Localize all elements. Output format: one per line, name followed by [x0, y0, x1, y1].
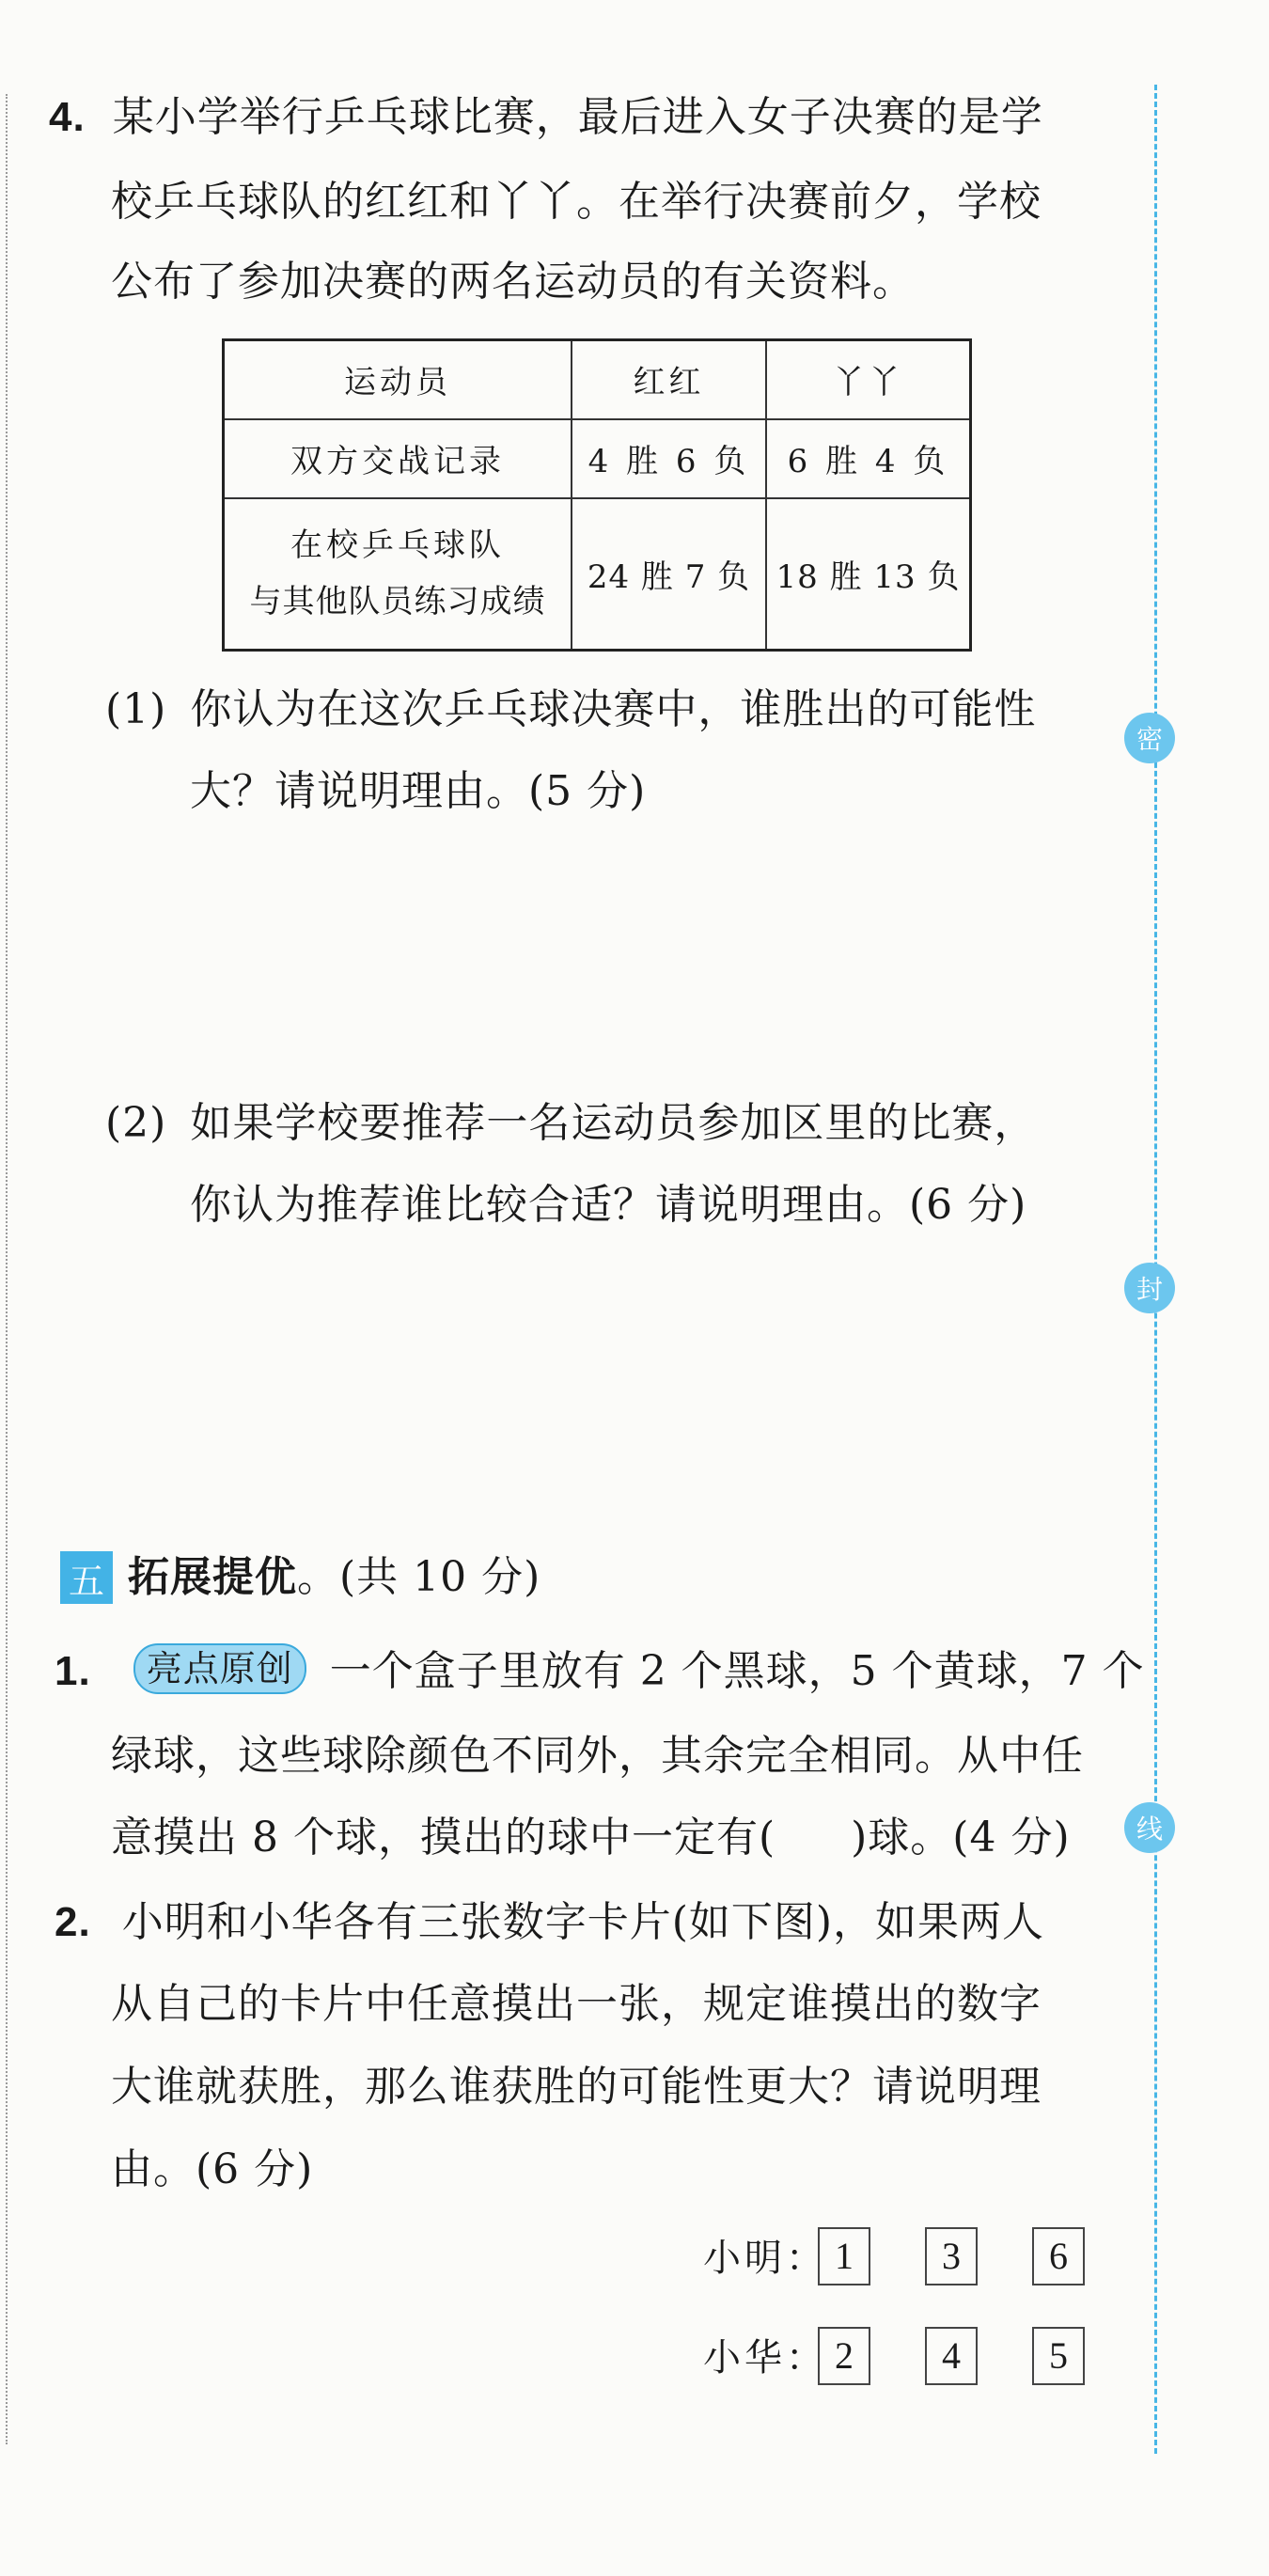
q5-1-text-3a: 意摸出 8 个球，摸出的球中一定有( — [111, 1814, 776, 1861]
table-row-label — [224, 498, 572, 651]
q4-sub1-line-1 — [105, 682, 1036, 738]
binding-mark-xian: 线 — [1124, 1802, 1175, 1853]
q5-2-line-2: 从自己的卡片中任意摸出一张，规定谁摸出的数字 — [111, 1980, 1042, 2028]
table-row-label-line-2: 与其他队员练习成绩 — [249, 583, 546, 621]
section-badge: 五 — [60, 1551, 113, 1604]
section-score: 。(共 10 分) — [297, 1553, 541, 1601]
table-header-honghong: 红红 — [572, 340, 766, 419]
number-card: 4 — [925, 2327, 978, 2385]
q5-1-text-1: 一个盒子里放有 2 个黑球，5 个黄球，7 个 — [329, 1647, 1145, 1695]
q5-1-line-2: 绿球，这些球除颜色不同外，其余完全相同。从中任 — [111, 1732, 1084, 1780]
q4-sub2-line-1 — [105, 1095, 1036, 1152]
binding-mark-mi: 密 — [1124, 713, 1175, 763]
table-header-row — [224, 340, 971, 419]
binding-mark-feng: 封 — [1124, 1263, 1175, 1313]
number-card: 6 — [1032, 2227, 1085, 2285]
table-cell: 24 胜 7 负 — [572, 498, 766, 651]
section-heading — [128, 1549, 540, 1606]
table-row-label: 双方交战记录 — [224, 419, 572, 498]
q4-sub2-line-2: 你认为推荐谁比较合适？请说明理由。(6 分) — [190, 1181, 1027, 1229]
q5-1-line-3 — [111, 1810, 1071, 1866]
number-card: 3 — [925, 2227, 978, 2285]
q4-sub2-number: (2) — [105, 1099, 167, 1147]
highlight-original-tag: 亮点原创 — [133, 1643, 306, 1694]
q4-text-1: 某小学举行乒乓球比赛，最后进入女子决赛的是学 — [112, 93, 1043, 141]
q5-1-line-1 — [55, 1643, 1145, 1700]
q4-sub1-line-2: 大？请说明理由。(5 分) — [190, 767, 647, 815]
table-row-label-line-1: 在校乒乓球队 — [290, 526, 505, 565]
q4-number: 4. — [49, 94, 86, 140]
q5-2-number: 2. — [55, 1899, 91, 1945]
table-cell: 4 胜 6 负 — [572, 419, 766, 498]
number-card: 2 — [818, 2327, 870, 2385]
section-title: 拓展提优 — [128, 1553, 297, 1601]
table-header-yaya: 丫丫 — [766, 340, 971, 419]
table-row — [224, 498, 971, 651]
number-card: 5 — [1032, 2327, 1085, 2385]
q5-1-number: 1. — [55, 1648, 91, 1694]
table-cell: 18 胜 13 负 — [766, 498, 971, 651]
q5-2-line-4: 由。(6 分) — [111, 2145, 314, 2193]
q4-line-2: 校乒乓球队的红红和丫丫。在举行决赛前夕，学校 — [111, 178, 1042, 226]
q5-1-text-3b: )球。(4 分) — [851, 1814, 1071, 1861]
table-cell: 6 胜 4 负 — [766, 419, 971, 498]
q5-2-line-3: 大谁就获胜，那么谁获胜的可能性更大？请说明理 — [111, 2063, 1042, 2111]
q4-sub2-text-1: 如果学校要推荐一名运动员参加区里的比赛， — [190, 1099, 1037, 1147]
q4-line-1 — [49, 89, 1043, 146]
q4-sub1-number: (1) — [105, 685, 167, 733]
left-margin-dotted-line — [6, 94, 8, 2444]
xiaohua-label: 小华： — [703, 2336, 827, 2380]
xiaoming-label: 小明： — [703, 2237, 827, 2280]
number-card: 1 — [818, 2227, 870, 2285]
table-header-athlete: 运动员 — [224, 340, 572, 419]
q4-sub1-text-1: 你认为在这次乒乓球决赛中，谁胜出的可能性 — [190, 685, 1037, 733]
table-row — [224, 419, 971, 498]
athlete-records-table — [222, 338, 972, 652]
q5-2-text-1: 小明和小华各有三张数字卡片(如下图)，如果两人 — [121, 1898, 1045, 1946]
q5-2-line-1 — [55, 1894, 1044, 1951]
q4-line-3: 公布了参加决赛的两名运动员的有关资料。 — [111, 258, 915, 306]
